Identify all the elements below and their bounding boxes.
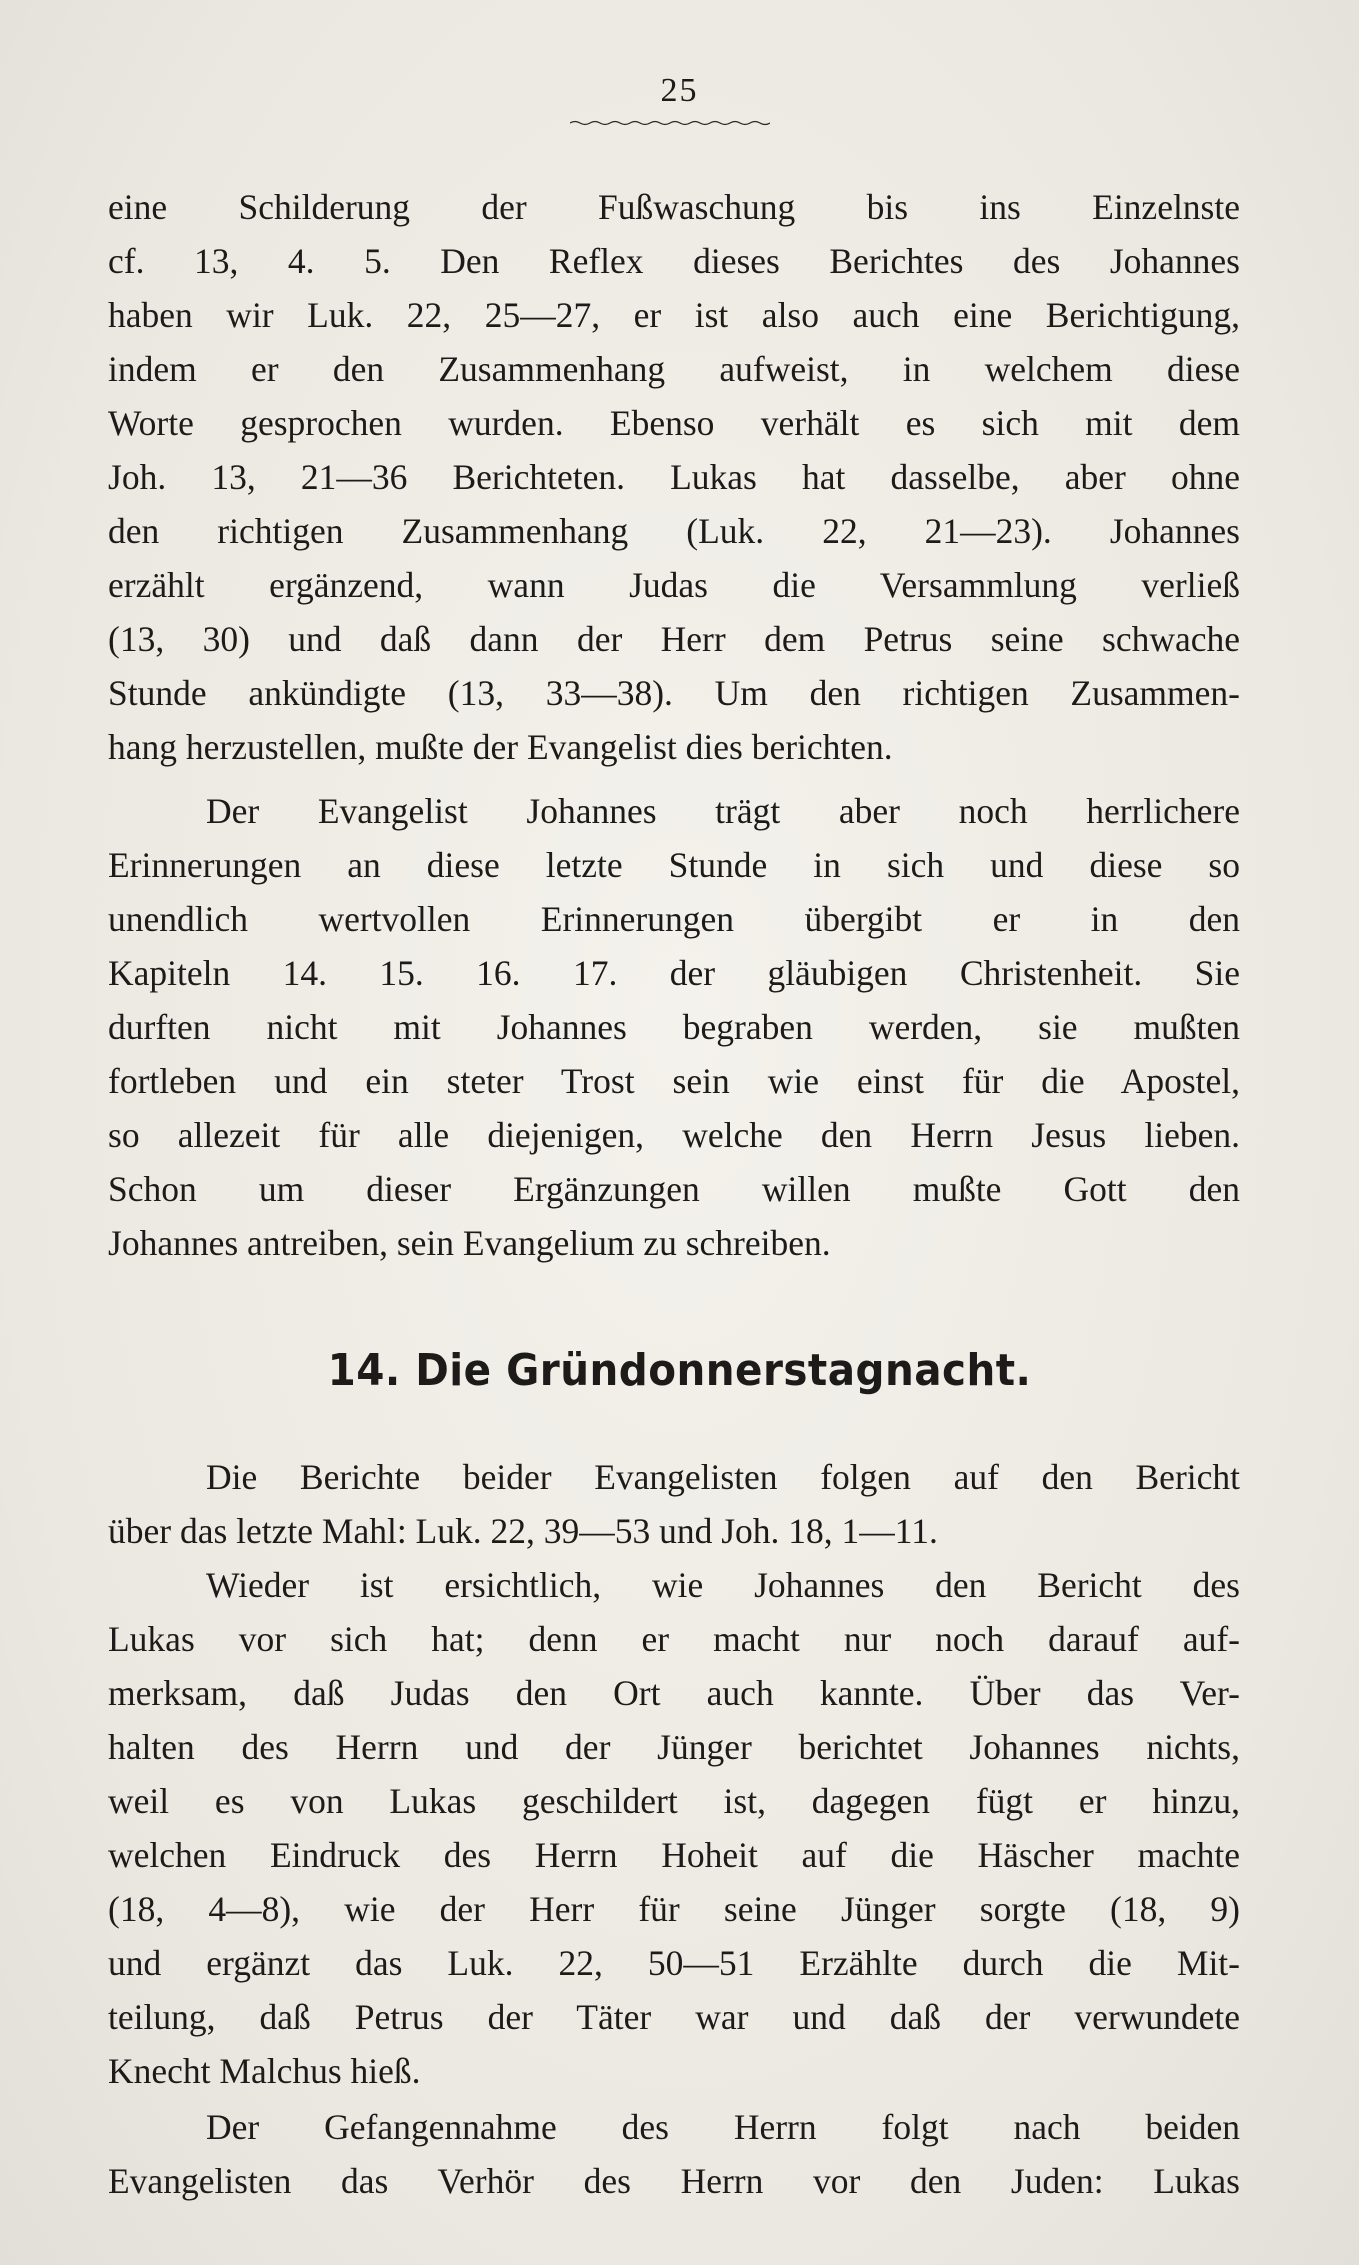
text-line: weil es von Lukas geschildert ist, dagegen fügt er hinzu, <box>108 1781 1240 1821</box>
text-line: (13, 30) und daß dann der Herr dem Petrus seine schwache <box>108 619 1240 659</box>
section-heading: 14. Die Gründonnerstagnacht. <box>327 1345 1032 1396</box>
text-line: eine Schilderung der Fußwaschung bis ins Einzelnste <box>108 187 1240 227</box>
text-line: merksam, daß Judas den Ort auch kannte. Über das Ver- <box>108 1673 1240 1713</box>
text-line: den richtigen Zusammenhang (Luk. 22, 21—23). Johannes <box>108 511 1240 551</box>
text-line: fortleben und ein steter Trost sein wie einst für die Apostel, <box>108 1061 1240 1101</box>
text-line: Stunde ankündigte (13, 33—38). Um den richtigen Zusammen- <box>108 673 1240 713</box>
text-line: Johannes antreiben, sein Evangelium zu schreiben. <box>108 1223 831 1263</box>
text-line: teilung, daß Petrus der Täter war und daß der verwundete <box>108 1997 1240 2037</box>
text-line: haben wir Luk. 22, 25—27, er ist also auch eine Berichtigung, <box>108 295 1240 335</box>
text-line: hang herzustellen, mußte der Evangelist dies berichten. <box>108 727 893 767</box>
text-line: Der Gefangennahme des Herrn folgt nach beiden <box>206 2107 1240 2147</box>
paragraph-gefangennahme <box>108 2100 1240 2208</box>
text-line: Wieder ist ersichtlich, wie Johannes den Bericht des <box>206 1565 1240 1605</box>
paragraph-judas-ort <box>108 1558 1240 2098</box>
text-line: Worte gesprochen wurden. Ebenso verhält es sich mit dem <box>108 403 1240 443</box>
text-line: Die Berichte beider Evangelisten folgen auf den Bericht <box>206 1457 1240 1497</box>
text-line: (18, 4—8), wie der Herr für seine Jünger sorgte (18, 9) <box>108 1889 1240 1929</box>
text-line: Knecht Malchus hieß. <box>108 2051 421 2091</box>
text-line: Der Evangelist Johannes trägt aber noch herrlichere <box>206 791 1240 831</box>
text-line: Evangelisten das Verhör des Herrn vor den Juden: Lukas <box>108 2161 1240 2201</box>
text-line: Kapiteln 14. 15. 16. 17. der gläubigen Christenheit. Sie <box>108 953 1240 993</box>
text-line: unendlich wertvollen Erinnerungen übergibt er in den <box>108 899 1240 939</box>
text-line: erzählt ergänzend, wann Judas die Versammlung verließ <box>108 565 1240 605</box>
decorative-wavy-rule <box>570 120 770 126</box>
page-number: 25 <box>660 72 699 109</box>
text-line: Erinnerungen an diese letzte Stunde in sich und diese so <box>108 845 1240 885</box>
paragraph-erinnerungen <box>108 784 1240 1270</box>
text-line: Lukas vor sich hat; denn er macht nur noch darauf auf- <box>108 1619 1240 1659</box>
text-line: und ergänzt das Luk. 22, 50—51 Erzählte durch die Mit- <box>108 1943 1240 1983</box>
text-line: halten des Herrn und der Jünger berichtet Johannes nichts, <box>108 1727 1240 1767</box>
paragraph-berichte <box>108 1450 1240 1558</box>
text-line: cf. 13, 4. 5. Den Reflex dieses Berichtes des Johannes <box>108 241 1240 281</box>
text-line: Schon um dieser Ergänzungen willen mußte Gott den <box>108 1169 1240 1209</box>
text-line: über das letzte Mahl: Luk. 22, 39—53 und Joh. 18, 1—11. <box>108 1511 938 1551</box>
text-line: Joh. 13, 21—36 Berichteten. Lukas hat dasselbe, aber ohne <box>108 457 1240 497</box>
text-line: welchen Eindruck des Herrn Hoheit auf die Häscher machte <box>108 1835 1240 1875</box>
text-line: durften nicht mit Johannes begraben werden, sie mußten <box>108 1007 1240 1047</box>
text-line: indem er den Zusammenhang aufweist, in welchem diese <box>108 349 1240 389</box>
paragraph-fusswaschung <box>108 180 1240 774</box>
text-line: so allezeit für alle diejenigen, welche den Herrn Jesus lieben. <box>108 1115 1240 1155</box>
